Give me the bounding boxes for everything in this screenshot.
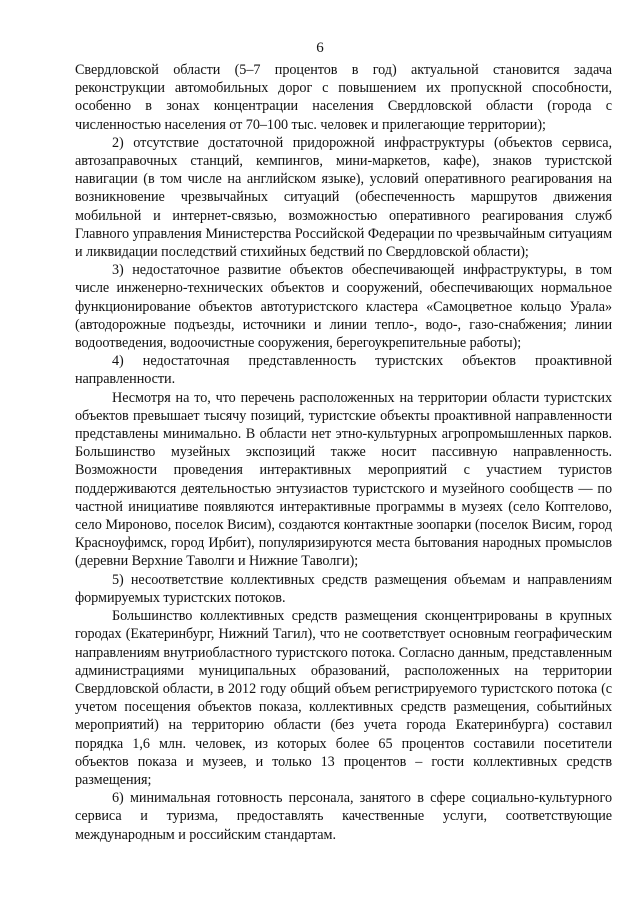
paragraph-item-6: 6) минимальная готовность персонала, занятого в сфере социально-культурного сервиса и туризма, предоставлять качественные услуги, соответствующие международным и российским стандартам. <box>75 790 612 843</box>
paragraph-item-3: 3) недостаточное развитие объектов обеспечивающей инфраструктуры, в том числе инженерно-технических объектов и сооружений, обеспечивающих нормальное функционирование объектов автотуристского кластера «Самоцветное кольцо Урала» (автодорожные подъезды, источники и линии тепло-, водо-, газо-снабжения; линии водоотведения, водоочистные сооружения, берегоукрепительные работы); <box>75 262 612 352</box>
paragraph-continuation: Свердловской области (5–7 процентов в год) актуальной становится задача реконструкции автомобильных дорог с повышением их пропускной способности, особенно в зонах концентрации населения Свердловской области (города с численностью населения от 70–100 тыс. человек и прилегающие территории); <box>75 62 612 133</box>
page-number: 6 <box>316 40 324 56</box>
paragraph-accommodation: Большинство коллективных средств размещения сконцентрированы в крупных городах (Екатеринбург, Нижний Тагил), что не соответствует основным географическим направлениям внутриобластного туристского потока. Согласно данным, представленным администрациями муниципальных образований, расположенных на территории Свердловской области, в 2012 году общий объем регистрируемого туристского потока (с учетом посещения объектов показа, коллективных средств размещения, событийных мероприятий) на территорию области (без учета города Екатеринбурга) составил порядка 1,6 млн. человек, из которых более 65 процентов составили посетители объектов показа и музеев, и только 13 процентов – гости коллективных средств размещения; <box>75 608 612 788</box>
document-body <box>75 61 612 844</box>
paragraph-item-4: 4) недостаточная представленность туристских объектов проактивной направленности. <box>75 353 612 388</box>
paragraph-item-2: 2) отсутствие достаточной придорожной инфраструктуры (объектов сервиса, автозаправочных станций, кемпингов, мини-маркетов, кафе), знаков туристской навигации (в том числе на английском языке), условий оперативного реагирования на возникновение чрезвычайных ситуаций (обеспеченность маршрутов движения мобильной и интернет-связью, возможностью оперативного реагирования служб Главного управления Министерства Российской Федерации по чрезвычайным ситуациям и ликвидации последствий стихийных бедствий по Свердловской области); <box>75 134 612 261</box>
paragraph-item-5: 5) несоответствие коллективных средств размещения объемам и направлениям формируемых туристских потоков. <box>75 571 612 606</box>
paragraph-proactive-objects: Несмотря на то, что перечень расположенных на территории области туристских объектов превышает тысячу позиций, туристские объекты проактивной направленности представлены минимально. В области нет этно-культурных агропромышленных парков. Большинство музейных экспозиций также носит пассивную направленность. Возможности проведения интерактивных мероприятий с участием туристов поддерживаются деятельностью энтузиастов туристского и музейного сообществ — по частной инициативе появляются интерактивные программы в музеях (село Коптелово, село Мироново, поселок Висим), создаются контактные зоопарки (поселок Висим, город Красноуфимск, город Ирбит), популяризируются места бытования народных промыслов (деревни Верхние Таволги и Нижние Таволги); <box>75 389 612 570</box>
